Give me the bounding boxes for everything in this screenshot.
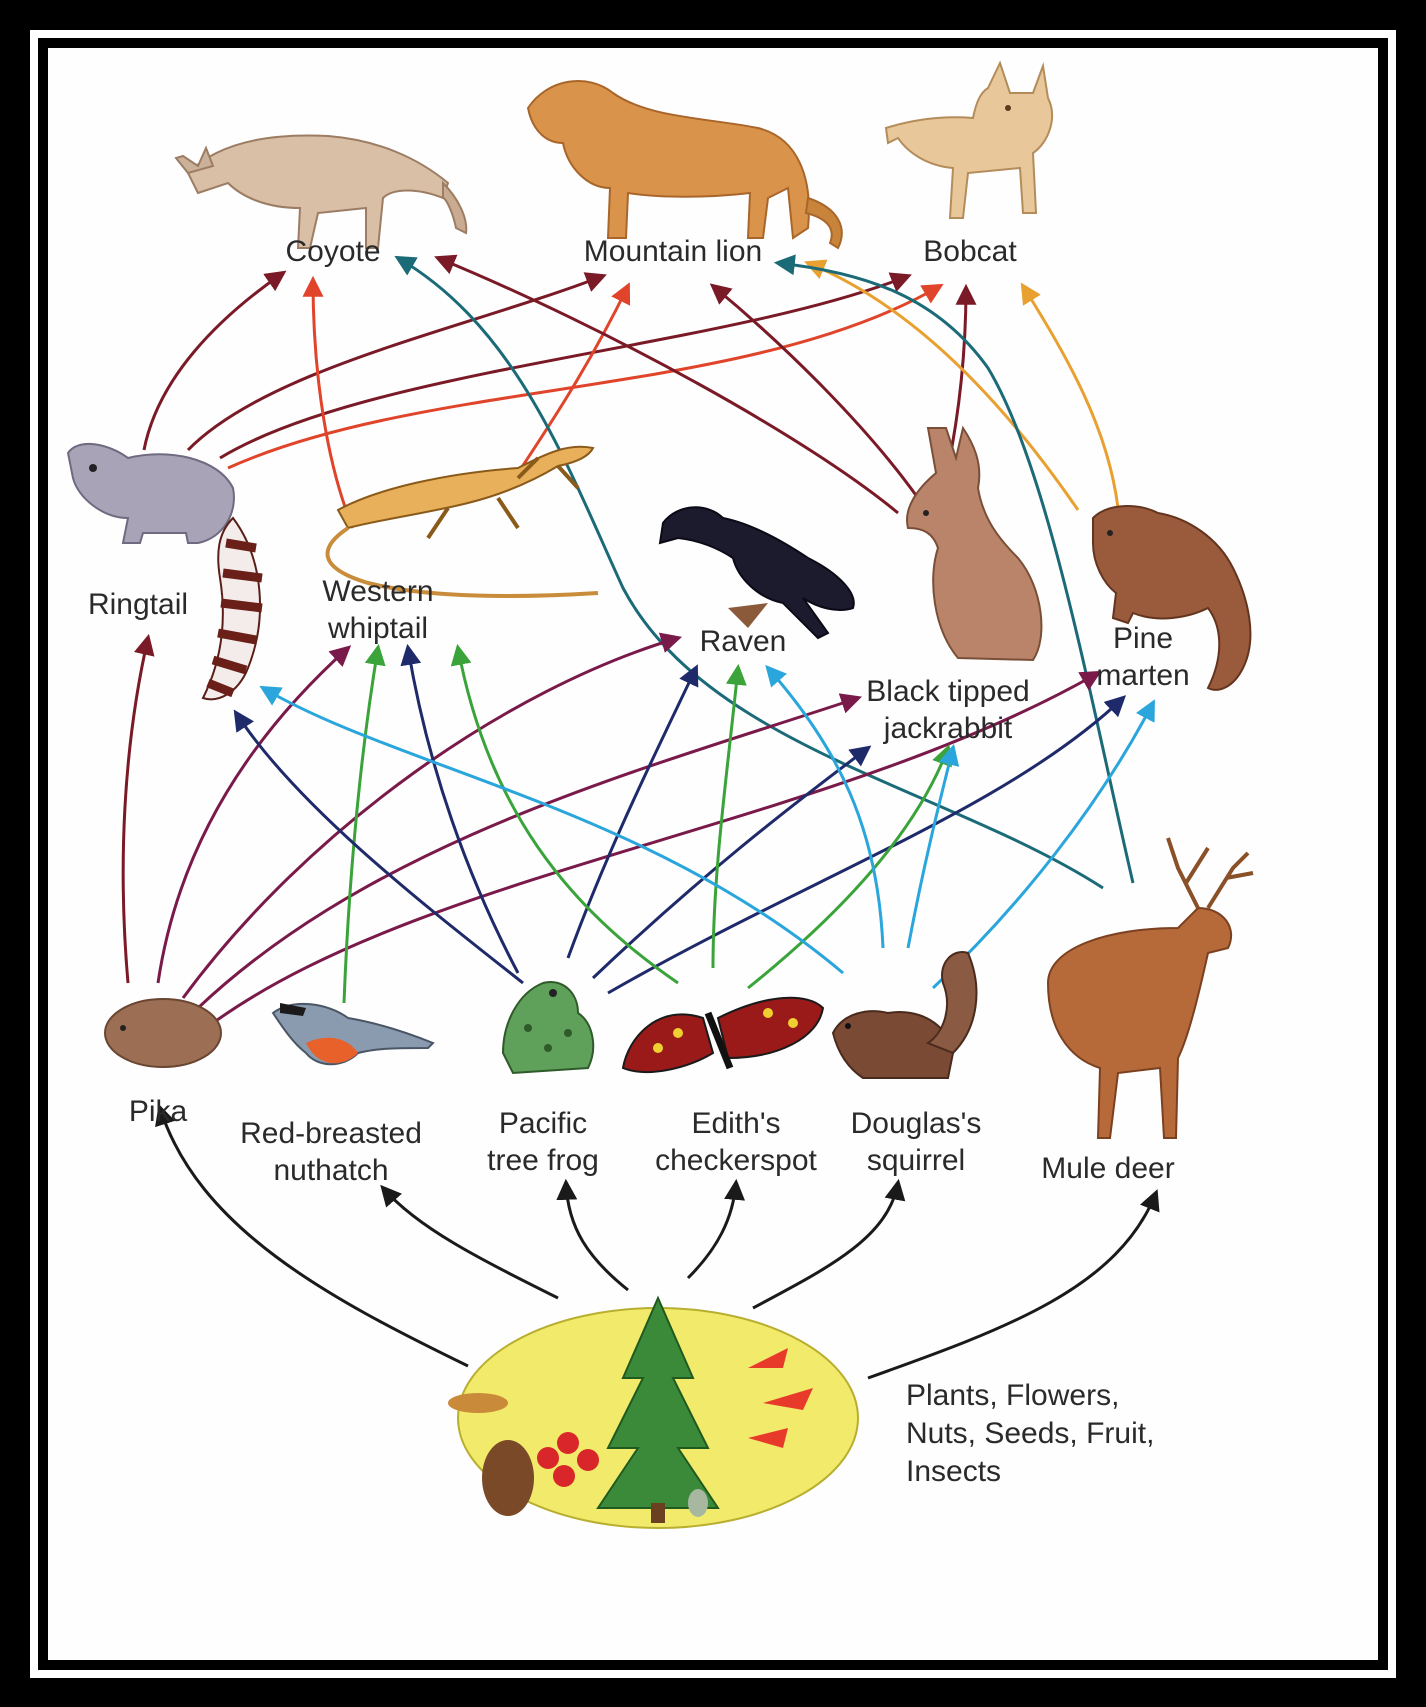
arrow-plants-butterfly [688,1183,736,1278]
coyote-illustration [176,135,466,248]
frog-illustration [503,982,593,1073]
label-butterfly-line2: checkerspot [655,1144,817,1177]
arrow-plants-deer [868,1193,1156,1378]
food-web-svg [48,48,1378,1660]
ringtail-illustration [68,444,262,699]
arrow-marten-bobcat [1023,286,1118,508]
arrow-frog-jackrabbit [593,748,868,978]
label-pika: Pika [128,1095,188,1128]
arrow-frog-marten [608,698,1123,993]
producers-illustration [448,1298,858,1528]
label-nuthatch-line2: nuthatch [273,1154,389,1187]
arrow-frog-raven [568,668,696,958]
label-producers-line1: Plants, Flowers, [906,1379,1120,1412]
arrow-ringtail-bobcat2 [228,286,940,468]
arrow-nuthatch-whiptail [344,648,378,1003]
beetle-icon [688,1489,708,1517]
arrow-pika-jackrabbit [198,698,858,1008]
label-raven: Raven [699,625,787,658]
arrow-pika-whiptail [158,648,348,983]
label-jackrabbit-line2: jackrabbit [883,712,1013,745]
squirrel-illustration [833,952,976,1078]
label-mule-deer: Mule deer [1041,1152,1175,1185]
arrow-plants-squirrel [753,1183,898,1308]
arrow-butterfly-whiptail [458,648,678,983]
whiptail-illustration [328,447,598,596]
arrow-whiptail-coyote [313,280,353,528]
label-whiptail-line1: Western [322,575,434,608]
jackrabbit-illustration [907,428,1041,660]
label-marten-line1: Pine [1112,622,1174,655]
label-bobcat: Bobcat [923,235,1017,268]
seed-icon [448,1393,508,1413]
label-frog-line2: tree frog [487,1144,599,1177]
label-squirrel-line2: squirrel [866,1144,966,1177]
arrow-plants-frog [566,1183,628,1290]
label-whiptail-line2: whiptail [327,612,429,645]
raven-illustration [660,507,854,638]
label-producers-line2: Nuts, Seeds, Fruit, [906,1417,1155,1450]
arrow-frog-whiptail [408,648,518,973]
nuthatch-illustration [273,1003,433,1064]
label-producers-line3: Insects [906,1455,1002,1488]
label-marten-line2: marten [1096,659,1190,692]
arrow-ringtail-coyote [144,273,283,450]
arrow-squirrel-jackrabbit [908,748,953,948]
label-butterfly-line1: Edith's [691,1107,781,1140]
label-jackrabbit-line1: Black tipped [866,675,1030,708]
label-coyote: Coyote [285,235,381,268]
butterfly-illustration [623,998,823,1072]
ringtail-tail [203,518,262,699]
arrow-pika-ringtail [123,638,148,983]
pika-illustration [105,999,221,1067]
label-mountain-lion: Mountain lion [583,235,763,268]
label-nuthatch-line1: Red-breasted [240,1117,422,1150]
arrow-jackrabbit-lion [713,286,918,498]
label-ringtail: Ringtail [87,588,189,621]
pinecone-icon [482,1440,534,1516]
labels [88,235,1190,1488]
arrows [123,258,1156,1378]
arrow-pika-raven [183,638,678,998]
label-squirrel-line1: Douglas's [850,1107,982,1140]
arrow-plants-nuthatch [383,1188,558,1298]
label-frog-line1: Pacific [498,1107,588,1140]
bobcat-illustration [886,63,1052,218]
food-web-diagram [48,48,1378,1660]
mule-deer-illustration [1048,838,1253,1138]
mountain-lion-illustration [528,81,842,248]
